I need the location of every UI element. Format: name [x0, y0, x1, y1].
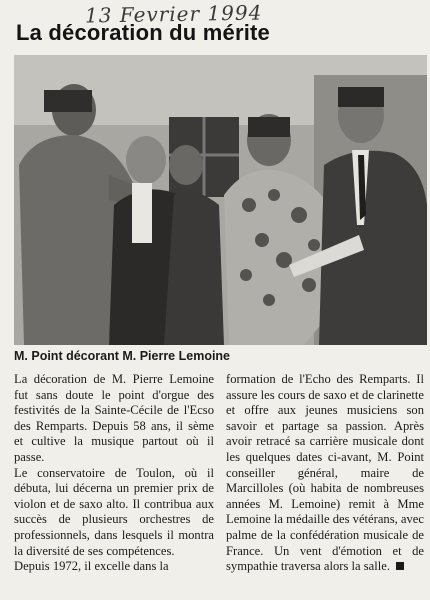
headline: La décoration du mérite — [16, 20, 270, 45]
paragraph: Le conservatoire de Toulon, où il débuta, lui décerna un premier prix de violon et de saxo alto. Il contribua aux succès de plusieurs orchestres de professionnels, dans lesquels il montra la diversité de ses compétences. — [14, 465, 214, 558]
article-column-1 — [14, 372, 214, 575]
end-of-article-mark — [396, 562, 404, 570]
photo-caption: M. Point décorant M. Pierre Lemoine — [14, 349, 231, 363]
news-photo — [14, 55, 427, 345]
article-column-2 — [226, 372, 424, 575]
paragraph: La décoration de M. Pierre Lemoine fut sans doute le point d'orgue des festivités de la Sainte-Cécile de l'Ecso des Remparts. Depuis 58 ans, il sème et cultive la musique partout où il passe. — [14, 372, 214, 464]
paragraph-text: formation de l'Echo des Remparts. Il assure les cours de saxo et de clarinette et offre aux jeunes musiciens son savoir et partage sa passion. Après avoir retracé sa carrière musicale dont les quelques dates ci-avant, M. Point conseiller général, maire de Marcilloles (où habita de nombreuses années M. Lemoine) remit à Mme Lemoine la médaille des vétérans, avec palme de la confédération musicale de France. Un vent d'émotion et de sympathie traversa alors la salle. — [226, 372, 424, 574]
paragraph — [226, 372, 424, 575]
handwritten-date: 13 Fevrier 1994 — [84, 0, 263, 28]
paragraph: Depuis 1972, il excelle dans la — [14, 559, 169, 574]
